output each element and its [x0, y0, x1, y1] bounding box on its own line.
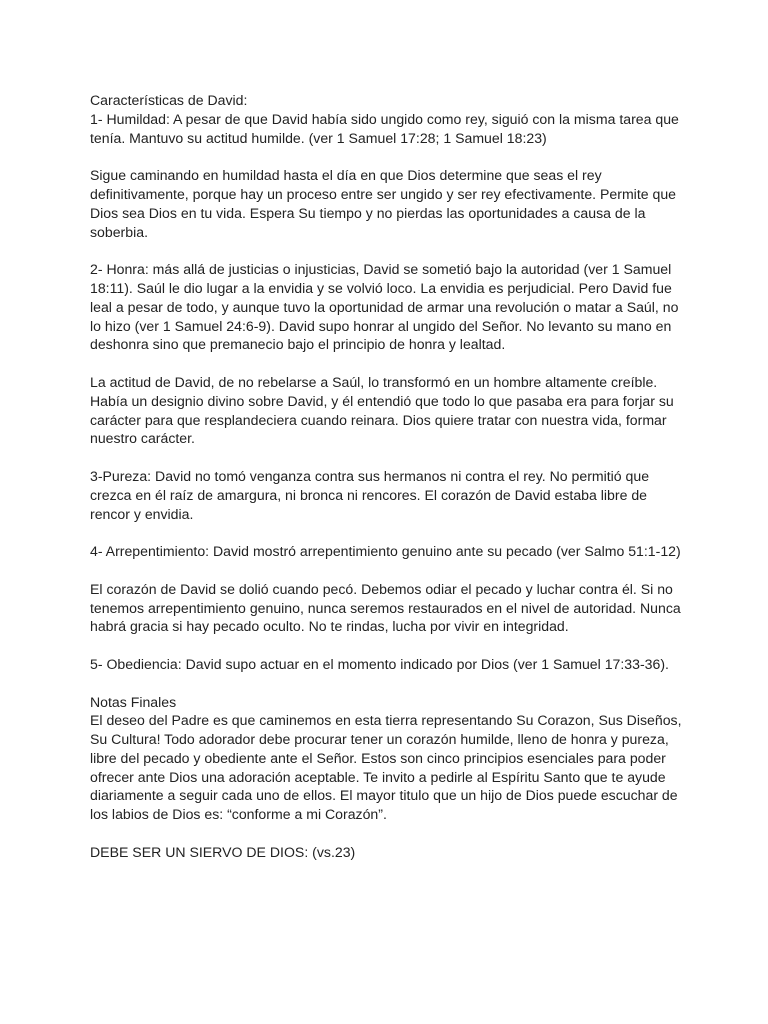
text-line: rencor y envidia. [90, 505, 194, 522]
document-page [90, 91, 680, 880]
text-line: definitivamente, porque hay un proceso entre ser ungido y ser rey efectivamente. Permite que [90, 185, 676, 202]
humildad-line: 1- Humildad: A pesar de que David había sido ungido como rey, siguió con la misma tarea que [90, 110, 679, 127]
text-line: leal a pesar de todo, y aunque tuvo la oportunidad de armar una revolución o matar a Saúl, no [90, 298, 679, 315]
document-heading: Características de David: [90, 92, 248, 108]
text-line: Dios sea Dios en tu vida. Espera Su tiempo y no pierdas las oportunidades a causa de la [90, 204, 646, 221]
text-line: Había un designio divino sobre David, y él entendió que todo lo que pasaba era para forjar su [90, 392, 674, 409]
text-line: 5- Obediencia: David supo actuar en el momento indicado por Dios (ver 1 Samuel 17:33-36). [90, 655, 669, 672]
text-line: diariamente a seguir cada uno de ellos. El mayor titulo que un hijo de Dios puede escuchar de [90, 787, 678, 804]
humildad-line: tenía. Mantuvo su actitud humilde. (ver 1 Samuel 17:28; 1 Samuel 18:23) [90, 129, 547, 146]
text-line: lo hizo (ver 1 Samuel 24:6-9). David supo honrar al ungido del Señor. No levanto su mano en [90, 317, 672, 334]
closing-paragraph [90, 843, 680, 862]
notas-finales-paragraph [90, 693, 680, 825]
text-line: los labios de Dios es: “conforme a mi Corazón”. [90, 806, 387, 823]
text-line: Sigue caminando en humildad hasta el día en que Dios determine que seas el rey [90, 167, 602, 184]
arrepentimiento-explanation-paragraph [90, 580, 680, 636]
text-line: tenemos arrepentimiento genuino, nunca seremos restaurados en el nivel de autoridad. Nunca [90, 599, 681, 616]
notes-heading: Notas Finales [90, 693, 177, 710]
text-line: El corazón de David se dolió cuando pecó. Debemos odiar el pecado y luchar contra él. Si no [90, 580, 673, 597]
honra-paragraph [90, 260, 680, 354]
text-line: El deseo del Padre es que caminemos en esta tierra representando Su Corazon, Sus Diseños, [90, 712, 682, 729]
obediencia-paragraph [90, 655, 680, 674]
text-line: 3-Pureza: David no tomó venganza contra sus hermanos ni contra el rey. No permitió que [90, 467, 650, 484]
closing-line: DEBE SER UN SIERVO DE DIOS: (vs.23) [90, 843, 356, 860]
text-line: crezca en él raíz de amargura, ni bronca ni rencores. El corazón de David estaba libre de [90, 486, 647, 503]
text-line: carácter para que resplandeciera cuando reinara. Dios quiere tratar con nuestra vida, formar [90, 411, 667, 428]
text-line: deshonra sino que premanecio bajo el principio de honra y lealtad. [90, 336, 506, 353]
text-line: libre del pecado y obediente ante el Señor. Estos son cinco principios esenciales para poder [90, 749, 666, 766]
text-line: habrá gracia si hay pecado oculto. No te rindas, lucha por vivir en integridad. [90, 618, 569, 635]
text-line: 2- Honra: más allá de justicias o injusticias, David se sometió bajo la autoridad (ver 1 Samuel [90, 261, 672, 278]
humildad-explanation-paragraph [90, 166, 680, 241]
text-line: 4- Arrepentimiento: David mostró arrepentimiento genuino ante su pecado (ver Salmo 51:1-12) [90, 543, 681, 560]
text-line: ofrecer ante Dios una adoración aceptable. Te invito a pedirle al Espíritu Santo que te ayude [90, 768, 666, 785]
honra-explanation-paragraph [90, 373, 680, 448]
text-line: soberbia. [90, 223, 148, 240]
text-line: Su Cultura! Todo adorador debe procurar tener un corazón humilde, lleno de honra y pureza, [90, 731, 669, 748]
arrepentimiento-paragraph [90, 542, 680, 561]
text-line: nuestro carácter. [90, 430, 195, 447]
text-line: La actitud de David, de no rebelarse a Saúl, lo transformó en un hombre altamente creíble. [90, 373, 658, 390]
pureza-paragraph [90, 467, 680, 523]
text-line: 18:11). Saúl le dio lugar a la envidia y se volvió loco. La envidia es perjudicial. Pero David fue [90, 279, 672, 296]
intro-paragraph [90, 91, 680, 147]
